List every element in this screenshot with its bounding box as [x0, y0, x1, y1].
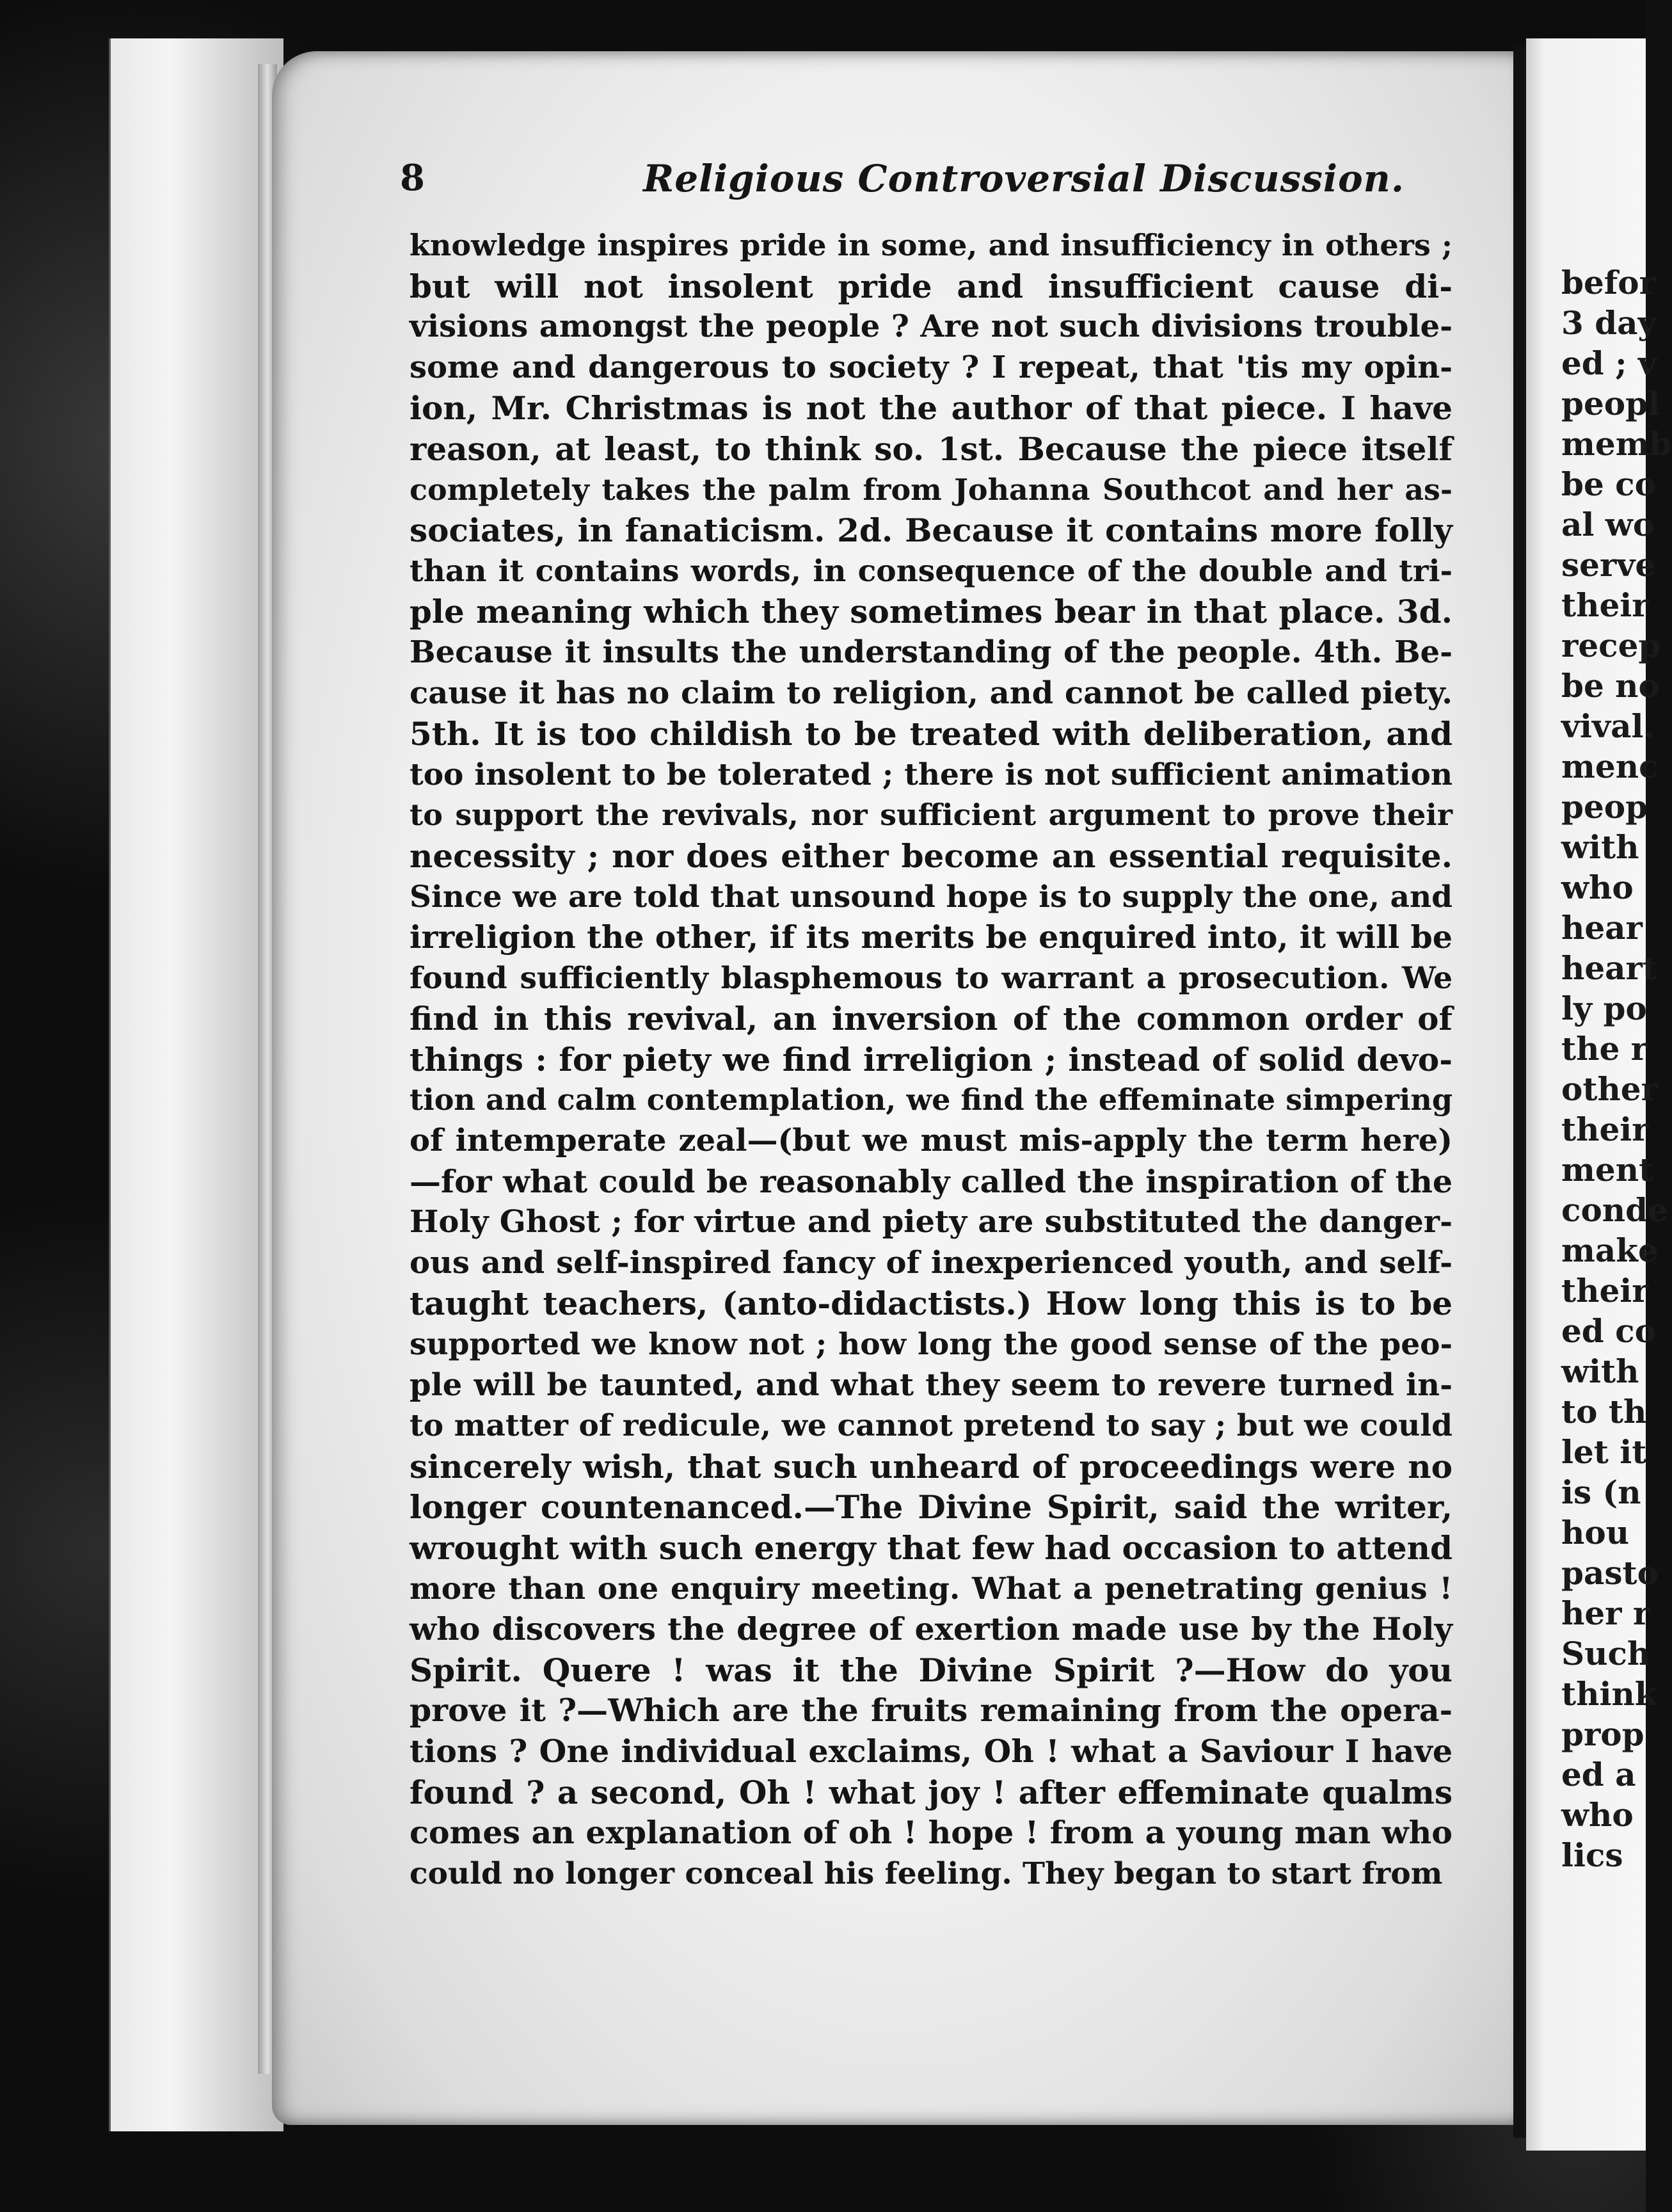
text-line: than it contains words, in consequence of the double and tri-: [410, 553, 1453, 589]
facing-line-fragment: ed a: [1561, 1756, 1636, 1793]
gutter-line: [1513, 45, 1526, 2138]
facing-line-fragment: her r: [1561, 1594, 1650, 1632]
facing-line-fragment: memb: [1561, 425, 1672, 463]
text-line: —for what could be reasonably called the inspiration of the: [410, 1162, 1453, 1200]
text-line: things : for piety we find irreligion ; instead of solid devo-: [410, 1040, 1453, 1078]
facing-line-fragment: peop: [1561, 788, 1648, 826]
text-line: found ? a second, Oh ! what joy ! after effeminate qualms: [410, 1773, 1453, 1811]
text-line: tion and calm contemplation, we find the effeminate simpering: [410, 1082, 1453, 1118]
body-text: [410, 225, 1453, 1894]
facing-line-fragment: with: [1561, 828, 1639, 866]
text-line: supported we know not ; how long the good sense of the peo-: [410, 1327, 1453, 1363]
previous-page-edge: [109, 38, 283, 2131]
facing-line-fragment: ed co: [1561, 1312, 1656, 1350]
facing-line-fragment: who: [1561, 869, 1634, 906]
text-line: sociates, in fanaticism. 2d. Because it contains more folly: [410, 511, 1453, 550]
text-line: wrought with such energy that few had occasion to attend: [410, 1529, 1453, 1567]
text-line: found sufficiently blasphemous to warrant a prosecution. We: [410, 960, 1453, 996]
text-line: prove it ?—Which are the fruits remaining from the opera-: [410, 1692, 1453, 1729]
facing-line-fragment: befor: [1561, 264, 1656, 301]
facing-line-fragment: recep: [1561, 627, 1661, 664]
text-line: tions ? One individual exclaims, Oh ! what a Saviour I have: [410, 1732, 1453, 1770]
facing-line-fragment: heart: [1561, 949, 1657, 987]
text-line: of intemperate zeal—(but we must mis-apply the term here): [410, 1123, 1453, 1159]
text-line: Since we are told that unsound hope is to supply the one, and: [410, 879, 1453, 915]
facing-line-fragment: ed ; v: [1561, 344, 1657, 382]
facing-line-fragment: 3 day: [1561, 304, 1657, 342]
text-line: find in this revival, an inversion of the common order of: [410, 1000, 1453, 1038]
text-line: necessity ; nor does either become an essential requisite.: [410, 837, 1453, 875]
text-line: sincerely wish, that such unheard of proceedings were no: [410, 1447, 1453, 1486]
facing-line-fragment: prop: [1561, 1715, 1644, 1753]
facing-line-fragment: peopl: [1561, 385, 1660, 422]
facing-line-fragment: their: [1561, 1110, 1649, 1148]
facing-line-fragment: ly po: [1561, 990, 1647, 1027]
text-line: too insolent to be tolerated ; there is not sufficient animation: [410, 757, 1453, 792]
running-head: [400, 157, 1469, 208]
facing-line-fragment: al wo: [1561, 506, 1655, 543]
facing-line-fragment: conde: [1561, 1191, 1668, 1229]
text-line: ple meaning which they sometimes bear in that place. 3d.: [410, 593, 1453, 631]
facing-line-fragment: vival.: [1561, 707, 1655, 745]
text-line: ple will be taunted, and what they seem to revere turned in-: [410, 1366, 1453, 1403]
text-line: taught teachers, (anto-didactists.) How long this is to be: [410, 1285, 1453, 1323]
facing-line-fragment: ment: [1561, 1151, 1654, 1189]
facing-line-fragment: think: [1561, 1675, 1657, 1713]
facing-line-fragment: lics: [1561, 1836, 1623, 1874]
text-line: could no longer conceal his feeling. They began to start from: [410, 1855, 1443, 1891]
facing-line-fragment: their: [1561, 586, 1649, 624]
text-line: more than one enquiry meeting. What a penetrating genius !: [410, 1571, 1453, 1607]
facing-line-fragment: is (n: [1561, 1473, 1641, 1511]
text-line: visions amongst the people ? Are not such divisions trouble-: [410, 309, 1453, 345]
text-line: 5th. It is too childish to be treated with deliberation, and: [410, 715, 1453, 753]
facing-line-fragment: Such: [1561, 1635, 1651, 1672]
text-line: who discovers the degree of exertion made use by the Holy: [410, 1610, 1453, 1648]
text-line: cause it has no claim to religion, and cannot be called piety.: [410, 675, 1453, 711]
facing-line-fragment: be no: [1561, 667, 1660, 705]
facing-line-fragment: hear: [1561, 909, 1643, 947]
running-title: Religious Controversial Discussion.: [643, 157, 1405, 200]
facing-line-fragment: who: [1561, 1796, 1634, 1834]
text-line: Holy Ghost ; for virtue and piety are substituted the danger-: [410, 1204, 1453, 1240]
facing-page-text: [1561, 262, 1672, 1875]
text-line: knowledge inspires pride in some, and insufficiency in others ;: [410, 228, 1453, 262]
facing-line-fragment: be co: [1561, 465, 1656, 503]
facing-line-fragment: their: [1561, 1272, 1649, 1310]
text-line: comes an explanation of oh ! hope ! from a young man who: [410, 1814, 1453, 1852]
facing-line-fragment: serve: [1561, 546, 1656, 584]
facing-line-fragment: menc: [1561, 748, 1659, 785]
facing-line-fragment: pasto: [1561, 1554, 1659, 1592]
text-line: to matter of redicule, we cannot pretend to say ; but we could: [410, 1408, 1453, 1444]
facing-line-fragment: hou: [1561, 1514, 1630, 1551]
text-line: irreligion the other, if its merits be enquired into, it will be: [410, 918, 1453, 956]
facing-line-fragment: make: [1561, 1231, 1659, 1269]
text-line: but will not insolent pride and insufficient cause di-: [410, 267, 1453, 305]
text-line: completely takes the palm from Johanna Southcot and her as-: [410, 472, 1453, 507]
page-number: 8: [400, 157, 425, 199]
text-line: ion, Mr. Christmas is not the author of that piece. I have: [410, 389, 1453, 428]
facing-line-fragment: other: [1561, 1070, 1658, 1108]
text-line: ous and self-inspired fancy of inexperienced youth, and self-: [410, 1244, 1453, 1281]
text-line: longer countenanced.—The Divine Spirit, said the writer,: [410, 1488, 1453, 1527]
text-line: Spirit. Quere ! was it the Divine Spirit ?—How do you: [410, 1651, 1453, 1689]
facing-line-fragment: with: [1561, 1352, 1639, 1390]
text-line: reason, at least, to think so. 1st. Because the piece itself: [410, 429, 1453, 468]
text-line: to support the revivals, nor sufficient argument to prove their: [410, 797, 1453, 833]
facing-line-fragment: the r: [1561, 1030, 1648, 1068]
facing-line-fragment: let it: [1561, 1433, 1647, 1471]
facing-line-fragment: to th: [1561, 1393, 1647, 1431]
text-line: some and dangerous to society ? I repeat, that 'tis my opin-: [410, 349, 1453, 385]
text-line: Because it insults the understanding of the people. 4th. Be-: [410, 634, 1453, 670]
